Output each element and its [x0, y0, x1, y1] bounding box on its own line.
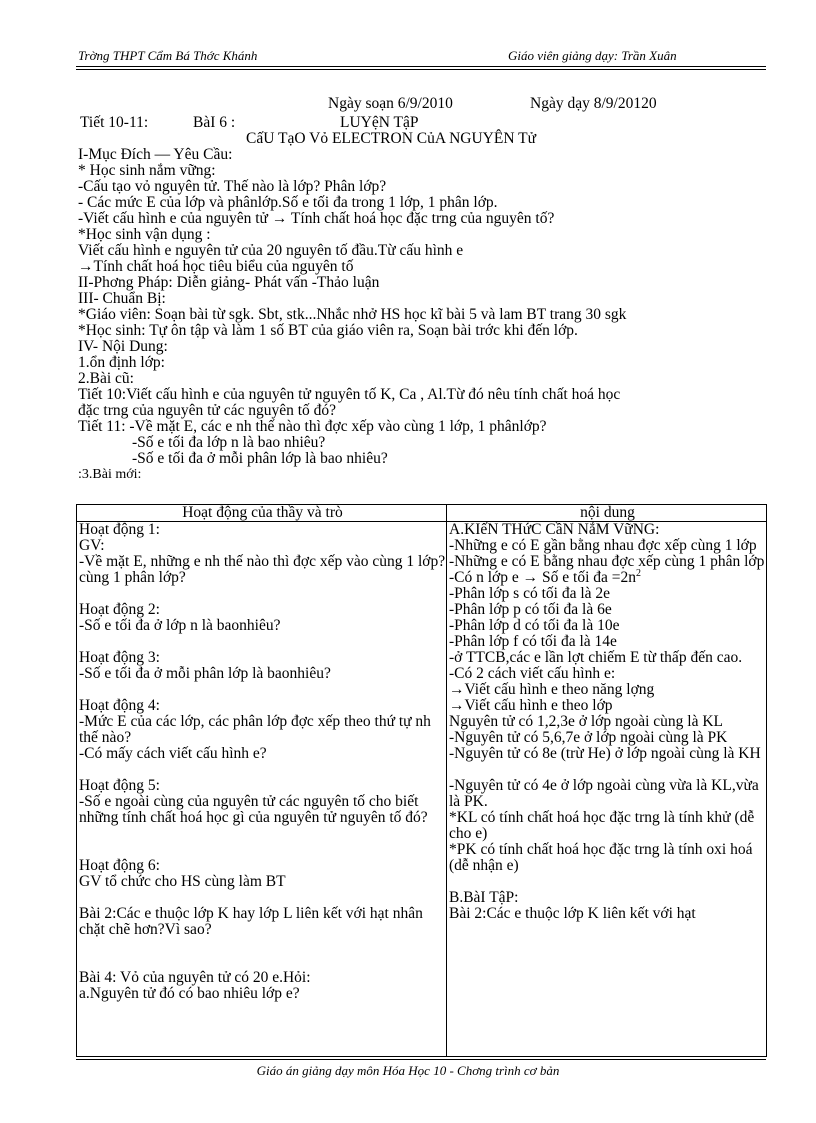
table-header-left: Hoạt động của thầy và trò [77, 505, 447, 522]
header-teacher: Giáo viên giảng dạy: Trần Xuân [508, 48, 677, 63]
teach-date: Ngày dạy 8/9/20120 [530, 95, 657, 112]
section-heading: I-Mục Đích — Yêu Cầu: [78, 146, 233, 163]
body-line: - Các mức E của lớp và phânlớp.Số e tối đa trong 1 lớp, 1 phân lớp. [78, 194, 498, 211]
body-line: -Viết cấu hình e của nguyên tử → Tính chất hoá học đặc trng của nguyên tố? [78, 210, 555, 227]
activity-block: Hoạt động 4: -Mức E của các lớp, các phân lớp đợc xếp theo thứ tự nh thế nào? -Có mấy cách viết cấu hình e? [79, 697, 431, 762]
lesson-period: Tiết 10-11: [80, 114, 149, 131]
content-line: -Nguyên tử có 8e (trừ He) ở lớp ngoài cùng là KH [449, 745, 761, 762]
content-heading: B.BàI TậP: [449, 889, 519, 906]
table-cell-left [77, 522, 447, 1057]
content-line: -Có 2 cách viết cấu hình e: [449, 665, 616, 682]
content-line: -Nguyên tử có 5,6,7e ở lớp ngoài cùng là PK [449, 729, 728, 746]
header-rule [76, 66, 766, 67]
body-line: -Số e tối đa lớp n là bao nhiêu? [132, 434, 326, 451]
page-footer: Giáo án giảng dạy môn Hóa Học 10 - Chơng trình cơ bản [256, 1063, 560, 1078]
content-line: Nguyên tử có 1,2,3e ở lớp ngoài cùng là KL [449, 713, 724, 730]
content-line: A.KIếN THứC CầN NắM VữNG: [449, 521, 660, 538]
body-line: *Giáo viên: Soạn bài từ sgk. Sbt, stk...Nhắc nhở HS học kĩ bài 5 và lam BT trang 30 sgk [78, 306, 627, 323]
body-line: Tiết 11: -Về mặt E, các e nh thế nào thì đợc xếp vào cùng 1 lớp, 1 phânlớp? [78, 418, 547, 435]
lesson-table [76, 504, 767, 1057]
body-line: Viết cấu hình e nguyên tử của 20 nguyên tố đầu.Từ cấu hình e [78, 242, 464, 259]
footer-rule-double [76, 1059, 766, 1060]
body-line: *Học sinh vận dụng : [78, 226, 211, 243]
activity-block: Hoạt động 2: -Số e tối đa ở lớp n là baonhiêu? [79, 601, 281, 634]
content-line: -Nguyên tử có 4e ở lớp ngoài cùng vừa là KL,vừa là PK. [449, 777, 759, 810]
section-heading: IV- Nội Dung: [78, 338, 168, 355]
formula-text: -Có n lớp e → Số e tối đa =2n [449, 569, 636, 586]
exercise-block: Bài 4: Vỏ của nguyên tử có 20 e.Hỏi: a.Nguyên tử đó có bao nhiêu lớp e? [79, 969, 311, 1002]
body-line: 1.ổn định lớp: [78, 354, 165, 371]
section-heading: III- Chuẩn Bị: [78, 290, 166, 307]
body-line: -Cấu tạo vỏ nguyên tử. Thế nào là lớp? Phân lớp? [78, 178, 387, 195]
lesson-number: BàI 6 : [193, 114, 236, 131]
content-line: -Phân lớp s có tối đa là 2e [449, 585, 611, 602]
content-line: →Viết cấu hình e theo lớp [449, 697, 613, 714]
content-line: *PK có tính chất hoá học đặc trng là tính oxi hoá (dễ nhận e) [449, 841, 753, 874]
lesson-title: LUYệN TậP [340, 114, 419, 131]
activity-block: Hoạt động 3: -Số e tối đa ở mỗi phân lớp là baonhiêu? [79, 649, 331, 682]
body-line: Tiết 10:Viết cấu hình e của nguyên tử nguyên tố K, Ca , Al.Từ đó nêu tính chất hoá học [78, 386, 621, 403]
header-rule-double [76, 69, 766, 70]
table-header-right: nội dung [447, 505, 767, 522]
content-line: -Phân lớp d có tối đa là 10e [449, 617, 620, 634]
body-line: →Tính chất hoá học tiêu biểu của nguyên tố [78, 258, 354, 275]
header-school: Trờng THPT Cẩm Bá Thớc Khánh [78, 48, 258, 63]
section-heading: II-Phơng Pháp: Diễn giảng- Phát vấn -Thảo luận [78, 274, 380, 291]
prep-date: Ngày soạn 6/9/2010 [328, 95, 453, 112]
content-line: -ở TTCB,các e lần lợt chiếm E từ thấp đến cao. [449, 649, 743, 666]
body-line: -Số e tối đa ở mỗi phân lớp là bao nhiêu? [132, 450, 388, 467]
formula-exponent: 2 [636, 567, 641, 579]
table-cell-right [447, 522, 767, 1057]
body-line: *Học sinh: Tự ôn tập và làm 1 số BT của giáo viên ra, Soạn bài trớc khi đến lớp. [78, 322, 578, 339]
content-line: →Viết cấu hình e theo năng lợng [449, 681, 655, 698]
body-line: 2.Bài cũ: [78, 370, 134, 387]
activity-block: Hoạt động 6: GV tổ chức cho HS cùng làm BT [79, 857, 286, 890]
content-line: Bài 2:Các e thuộc lớp K liên kết với hạt [449, 905, 696, 922]
content-line: -Những e có E gần bằng nhau đợc xếp cùng 1 lớp [449, 537, 757, 554]
footer-rule [76, 1056, 766, 1057]
lesson-subtitle: CấU TạO Vỏ ELECTRON CủA NGUYÊN Tử [246, 130, 536, 147]
content-line: *KL có tính chất hoá học đặc trng là tính khử (dễ cho e) [449, 809, 755, 842]
body-line: đặc trng của nguyên tử các nguyên tố đó? [78, 402, 337, 419]
exercise-block: Bài 2:Các e thuộc lớp K hay lớp L liên kết với hạt nhân chặt chẽ hơn?Vì sao? [79, 905, 423, 938]
activity-block: Hoạt động 1: GV: -Về mặt E, những e nh thế nào thì đợc xếp vào cùng 1 lớp?cùng 1 phân lớp? [79, 521, 446, 586]
content-line: -Phân lớp f có tối đa là 14e [449, 633, 617, 650]
body-line: :3.Bài mới: [78, 467, 142, 482]
content-line: -Phân lớp p có tối đa là 6e [449, 601, 612, 618]
body-line: * Học sinh nắm vững: [78, 162, 216, 179]
content-line [449, 567, 766, 586]
content-line: -Những e có E bằng nhau đợc xếp cùng 1 phân lớp [449, 553, 765, 570]
activity-block: Hoạt động 5: -Số e ngoài cùng của nguyên tử các nguyên tố cho biết những tính chất hoá học gì của nguyên tử nguyên tố đó? [79, 777, 428, 826]
